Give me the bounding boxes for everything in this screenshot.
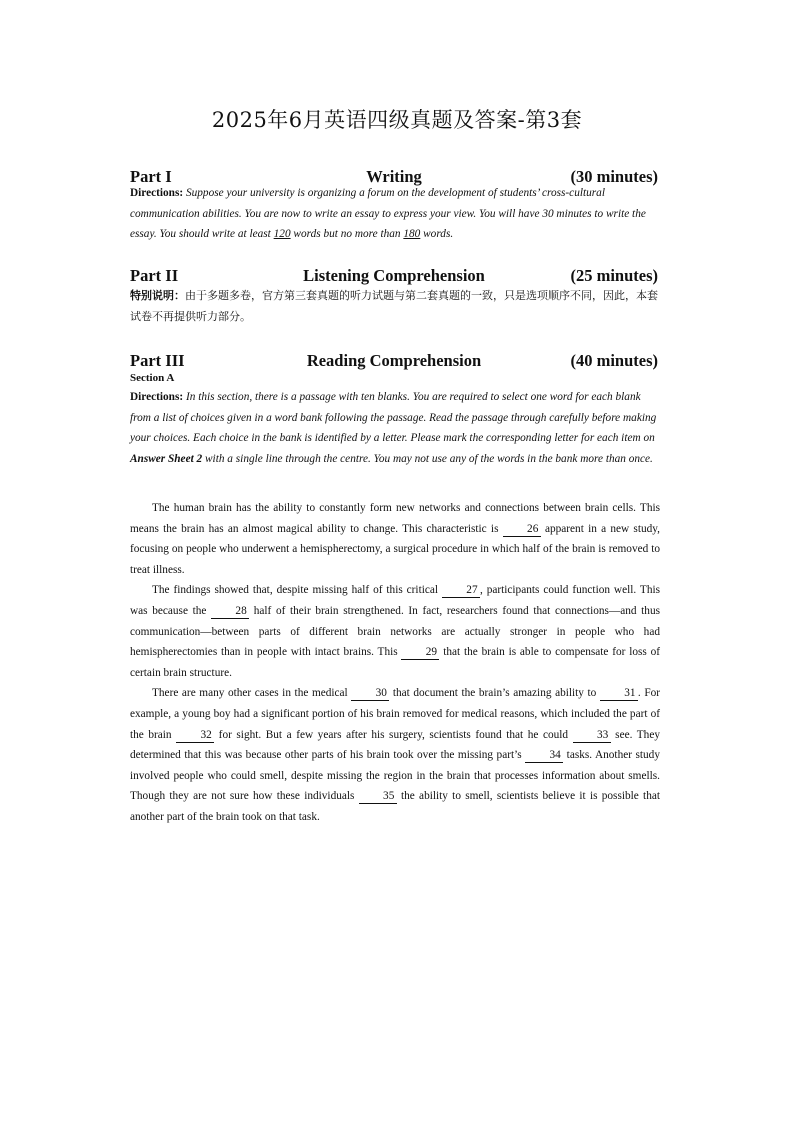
part1-label: Part I [130,167,172,186]
part2-time: (25 minutes) [570,266,658,285]
blank-27: 27 [442,584,480,598]
part2-note-text: 由于多题多卷，官方第三套真题的听力试题与第二套真题的一致，只是选项顺序不同，因此，本套试卷不再提供听力部分。 [130,289,658,323]
part1-directions-label: Directions: [130,187,184,199]
part3-name: Reading Comprehension [306,351,482,370]
blank-26: 26 [503,523,541,537]
document-title: 2025年6月英语四级真题及答案-第3套 [211,108,583,132]
part1-name: Writing [366,167,422,186]
part3-directions-text-b: with a single line through the centre. You may not use any of the words in the bank more than once. [202,452,653,465]
passage-text: The human brain has the ability to constantly form new networks and connections between brain cells. This means the brain has an almost magical ability to change. This characteristic is [130,502,660,535]
passage-text: . For example, a young boy had a significant portion of his brain removed for medical reasons, which included the part of the brain [130,687,661,741]
passage-text: apparent in a new study, focusing on people who underwent a hemispherectomy, a surgical procedure in which half of the brain is removed to treat illness. [130,522,660,576]
passage-text: that the brain is able to compensate for loss of certain brain structure. [130,646,660,679]
passage-paragraph-2 [130,580,660,683]
part1-directions [130,183,660,245]
part2-note-label: 特别说明： [130,289,185,302]
blank-29: 29 [401,646,439,660]
part1-time: (30 minutes) [570,167,658,186]
part1-directions-text-a: Suppose your university is organizing a forum on the development of students’ cross-cultural communication abilities. You are now to write an essay to express your view. You will have 30 minutes to write the essay. You should write at least [130,187,646,240]
passage-text: see. They determined that this was because other parts of his brain took over the missing part’s [130,728,660,762]
part3-label: Part III [130,351,185,370]
part3-time: (40 minutes) [570,351,658,370]
passage-text: There are many other cases in the medical [152,687,352,700]
blank-30: 30 [351,687,389,701]
part3-directions-label: Directions: [130,391,184,403]
passage-text: the ability to smell, scientists believe it is possible that another part of the brain took on that task. [130,790,660,823]
section-a-heading: Section A [130,372,175,384]
part1-min-words: 120 [273,228,291,240]
blank-35: 35 [359,790,397,804]
blank-34: 34 [525,749,563,763]
passage-paragraph-3 [130,683,660,827]
part1-directions-text-c: words. [420,228,454,240]
passage-text: for sight. But a few years after his surgery, scientists found that he could [214,728,573,741]
passage-text: tasks. Another study involved people who could smell, despite missing the region in the brain that processes information about smells. Though they are not sure how these individuals [130,749,660,803]
passage-text: The findings showed that, despite missing half of this critical [152,584,442,597]
blank-33: 33 [573,729,611,743]
part3-directions [130,387,660,469]
part3-directions-text-a: In this section, there is a passage with ten blanks. You are required to select one word for each blank from a list of choices given in a word bank following the passage. Read the passage through carefully before making your choices. Each choice in the bank is identified by a letter. Please mark the corresponding letter for each item on [130,391,657,444]
part2-name: Listening Comprehension [303,266,485,285]
part2-note [130,285,660,327]
part2-label: Part II [130,266,179,285]
part1-max-words: 180 [403,228,421,240]
reading-passage [130,498,660,828]
passage-text: half of their brain strengthened. In fact, researchers found that connections—and thus communication—between parts of different brain networks are actually stronger in people who had hemispherectomies than in people with intact brains. This [130,604,660,659]
passage-text: , participants could function well. This was because the [130,584,661,617]
blank-32: 32 [176,729,214,743]
part1-directions-text-b: words but no more than [290,228,404,240]
passage-text: that document the brain’s amazing ability to [389,687,600,700]
blank-31: 31 [600,687,638,701]
answer-sheet-label: Answer Sheet 2 [130,452,203,465]
blank-28: 28 [211,605,249,619]
part3-header [130,351,658,373]
passage-paragraph-1 [130,498,660,580]
